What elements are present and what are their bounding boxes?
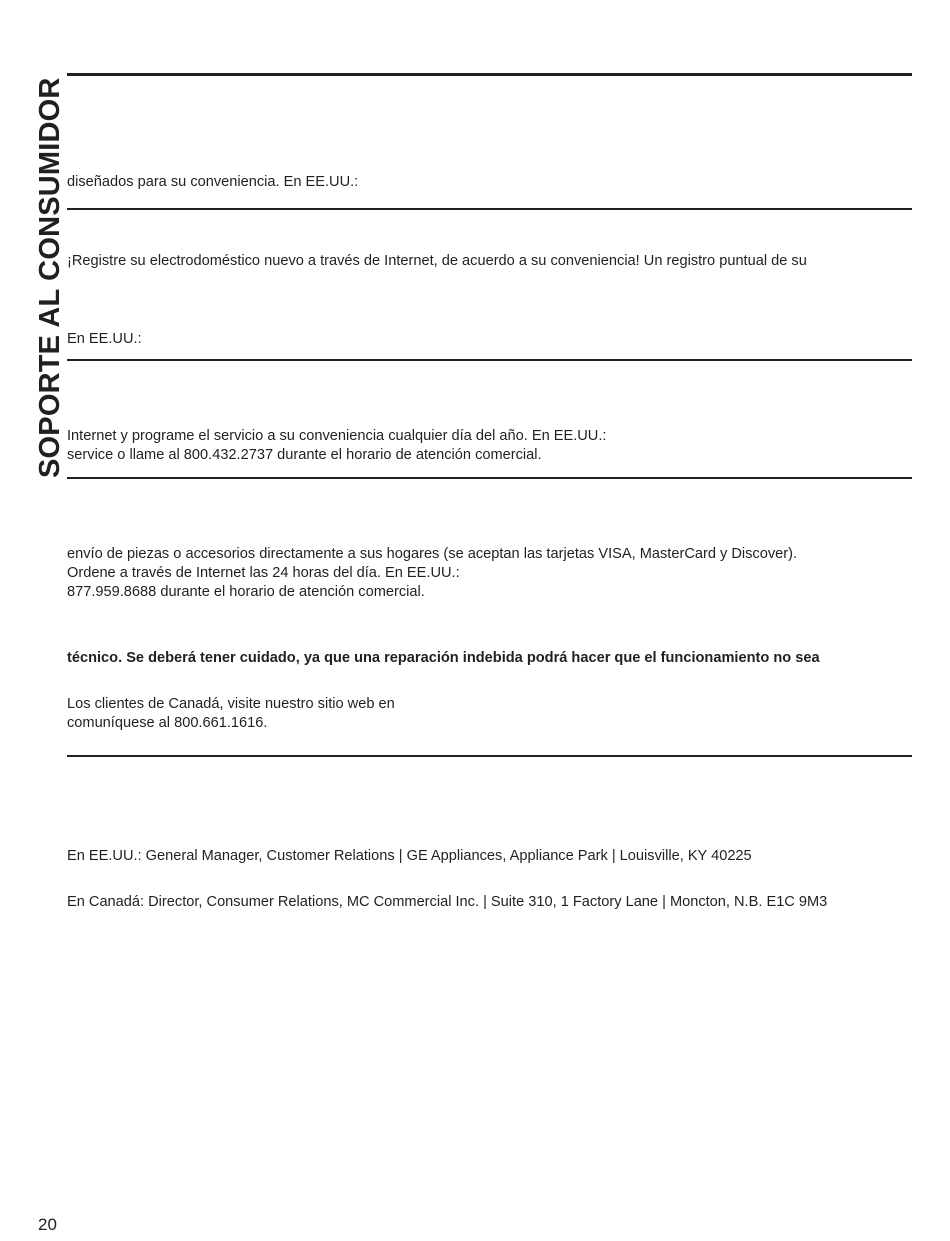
register-us-text: En EE.UU.: [67, 331, 142, 347]
contact-us-address: En EE.UU.: General Manager, Customer Relations | GE Appliances, Appliance Park | Louisville, KY 40225 [67, 848, 752, 864]
service-text-line-1: Internet y programe el servicio a su conveniencia cualquier día del año. En EE.UU.: [67, 428, 607, 444]
side-section-title: SOPORTE AL CONSUMIDOR [34, 77, 66, 478]
warning-text: técnico. Se deberá tener cuidado, ya que una reparación indebida podrá hacer que el funcionamiento no sea [67, 650, 820, 666]
section-divider [67, 477, 912, 479]
register-text: ¡Registre su electrodoméstico nuevo a través de Internet, de acuerdo a su conveniencia! Un registro puntual de su [67, 253, 807, 269]
intro-text: diseñados para su conveniencia. En EE.UU.: [67, 174, 359, 190]
parts-text-line-3: 877.959.8688 durante el horario de atención comercial. [67, 584, 425, 600]
section-divider [67, 359, 912, 361]
section-divider [67, 73, 912, 76]
section-divider [67, 208, 912, 210]
parts-text-line-2: Ordene a través de Internet las 24 horas del día. En EE.UU.: [67, 565, 460, 581]
contact-canada-address: En Canadá: Director, Consumer Relations, MC Commercial Inc. | Suite 310, 1 Factory Lane | Moncton, N.B. E1C 9M3 [67, 894, 828, 910]
parts-text-line-1: envío de piezas o accesorios directamente a sus hogares (se aceptan las tarjetas VISA, MasterCard y Discover). [67, 546, 798, 562]
canada-text-line-1: Los clientes de Canadá, visite nuestro sitio web en [67, 696, 395, 712]
section-divider [67, 755, 912, 757]
page-number: 20 [38, 1215, 57, 1234]
service-text-line-2: service o llame al 800.432.2737 durante el horario de atención comercial. [67, 447, 542, 463]
canada-text-line-2: comuníquese al 800.661.1616. [67, 715, 268, 731]
